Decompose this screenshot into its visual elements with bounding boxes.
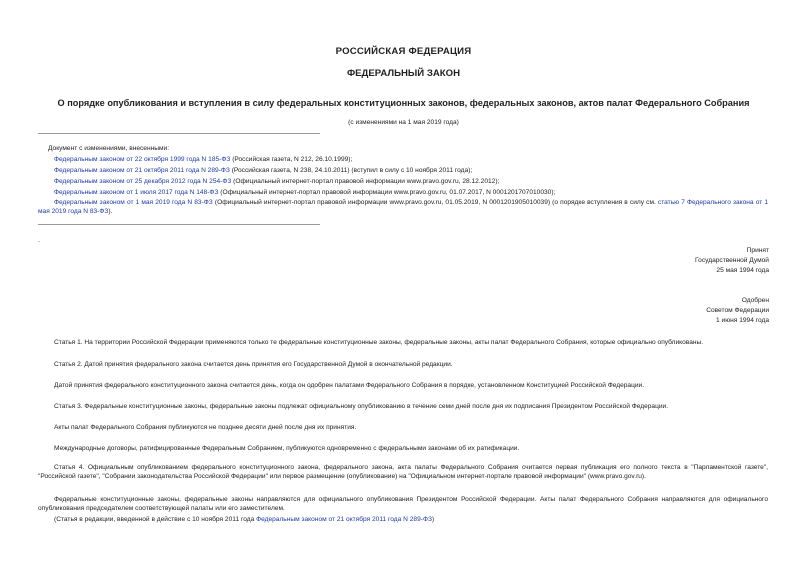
adopted-block — [695, 246, 769, 276]
amendment-item: Федеральным законом от 1 июля 2017 года N 148-ФЗ (Официальный интернет-портал правовой информации www.pravo.gov.ru, 01.07.2017, N 0001201707010030); — [54, 189, 556, 196]
article-3-paragraph-3: Международные договоры, ратифицированные Федеральным Собранием, публикуются одновременно с федеральными законами об их ратификации. — [54, 445, 520, 452]
approved-date: 1 июня 1994 года — [716, 317, 769, 324]
amendment-item: Федеральным законом от 22 октября 1999 года N 185-ФЗ (Российская газета, N 212, 26.10.1999); — [54, 156, 353, 163]
approved-body: Советом Федерации — [706, 307, 769, 314]
divider-bottom — [38, 224, 320, 225]
amendment-link[interactable]: Федеральным законом от 1 мая 2019 года N 83-ФЗ — [54, 199, 213, 206]
amendment-item: Федеральным законом от 25 декабря 2012 года N 254-ФЗ (Официальный интернет-портал правовой информации www.pravo.gov.ru, 28.12.2012); — [54, 178, 500, 185]
law-title: О порядке опубликования и вступления в силу федеральных конституционных законов, федеральных законов, актов палат Федерального Собрания — [57, 98, 750, 108]
amendment-item: Федеральным законом от 21 октября 2011 года N 289-ФЗ (Российская газета, N 238, 24.10.2011) (вступил в силу с 10 ноября 2011 года); — [54, 167, 473, 174]
edition-note: (с изменениями на 1 мая 2019 года) — [348, 119, 459, 126]
article-link[interactable]: статью 7 Федерального закона от 1 мая 2019 года N 83-ФЗ — [38, 199, 769, 216]
article-2-paragraph: Датой принятия федерального конституционного закона считается день, когда он одобрен палатами Федерального Собрания в порядке, установленном Конституцией Российской Федерации. — [54, 382, 645, 389]
law-type-heading: ФЕДЕРАЛЬНЫЙ ЗАКОН — [346, 68, 461, 79]
dot-marker: . — [38, 237, 40, 244]
amendment-link[interactable]: Федеральным законом от 25 декабря 2012 года N 254-ФЗ — [54, 178, 232, 185]
article-2: Статья 2. Датой принятия федерального закона считается день принятия его Государственной Думой в окончательной редакции. — [54, 361, 453, 368]
article-4: Статья 4. Официальным опубликованием федерального конституционного закона, федерального закона, акта палаты Федерального Собрания считается первая публикация его полного текста в "Парламентской газете", "Российской газете", "Собрании законодательства Российской Федерации" или первое размещение (опубликование) на "Официальном интернет-портале правовой информации" (www.pravo.gov.ru). — [38, 464, 768, 481]
amendment-link[interactable]: Федеральным законом от 21 октября 2011 года N 289-ФЗ — [54, 167, 230, 174]
approved-block — [706, 296, 769, 326]
adopted-date: 25 мая 1994 года — [716, 267, 769, 274]
adopted-body: Государственной Думой — [695, 257, 769, 264]
amendment-link[interactable]: Федеральным законом от 22 октября 1999 года N 185-ФЗ — [54, 156, 231, 163]
article-3-paragraph-2: Акты палат Федерального Собрания публикуются не позднее десяти дней после дня их принятия. — [54, 424, 357, 431]
article-3: Статья 3. Федеральные конституционные законы, федеральные законы подлежат официальному опубликованию в течение семи дней после дня их подписания Президентом Российской Федерации. — [54, 403, 669, 410]
amendment-item-last: Федеральным законом от 1 мая 2019 года N 83-ФЗ (Официальный интернет-портал правовой информации www.pravo.gov.ru, 01.05.2019, N 0001201905010039) (о порядке вступления в силу см. статью 7 Федерального закона от 1 мая 2019 года N 83-ФЗ). — [38, 199, 769, 216]
federation-heading: РОССИЙСКАЯ ФЕДЕРАЦИЯ — [335, 46, 472, 57]
edition-note-article-4: (Статья в редакции, введенной в действие с 10 ноября 2011 года Федеральным законом от 21 октября 2011 года N 289-ФЗ) — [54, 516, 435, 523]
amendment-link[interactable]: Федеральным законом от 1 июля 2017 года N 148-ФЗ — [54, 189, 219, 196]
divider-top — [38, 133, 320, 134]
article-4-paragraph-2: Федеральные конституционные законы, федеральные законы направляются для официального опубликования Президентом Российской Федерации. Акты палат Федерального Собрания направляются для официального опубликования председателем соответствующей палаты или его заместителем. — [38, 496, 768, 513]
amendments-intro: Документ с изменениями, внесенными: — [48, 145, 170, 152]
edition-law-link[interactable]: Федеральным законом от 21 октября 2011 года N 289-ФЗ — [256, 516, 432, 523]
adopted-line: Принят — [746, 247, 769, 254]
article-1: Статья 1. На территории Российской Федерации применяются только те федеральные конституционные законы, федеральные законы, акты палат Федерального Собрания, которые официально опубликованы. — [54, 339, 704, 346]
approved-line: Одобрен — [741, 297, 769, 304]
